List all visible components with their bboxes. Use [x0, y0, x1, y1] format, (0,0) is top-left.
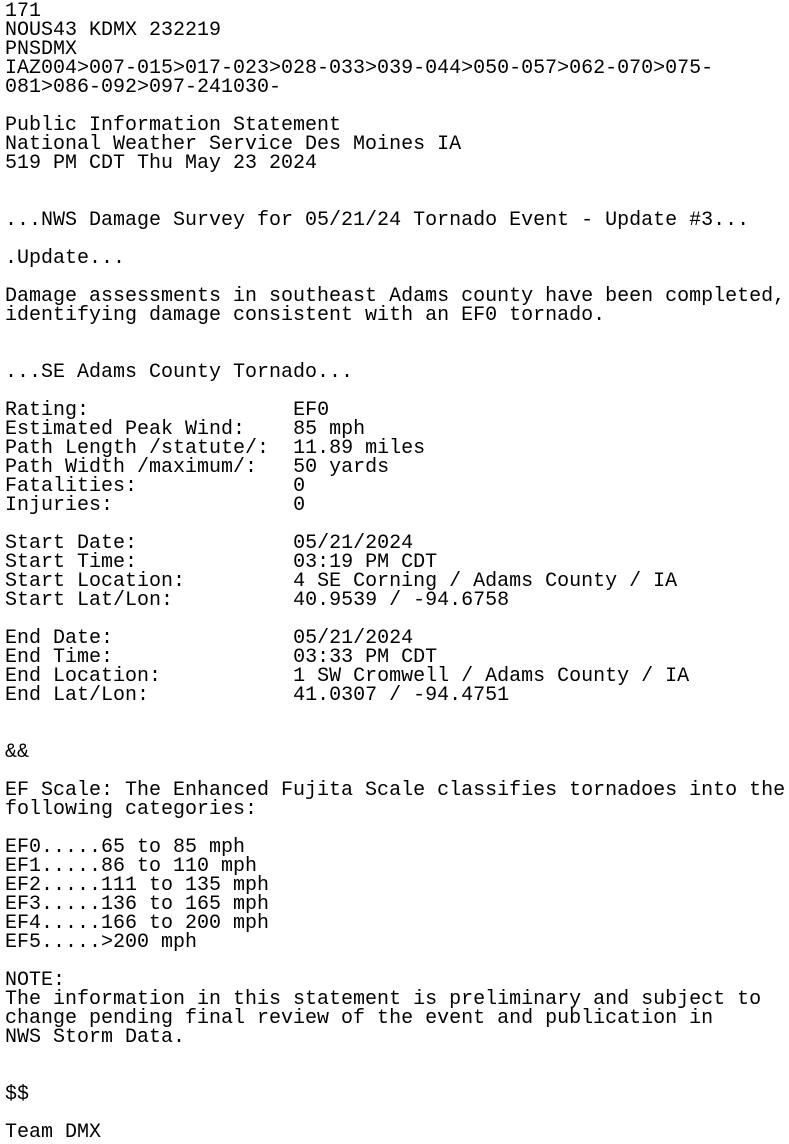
- awips-id: PNSDMX: [5, 38, 78, 61]
- survey-label: Injuries:: [5, 494, 114, 517]
- survey-group: [5, 399, 425, 517]
- signature: Team DMX: [5, 1121, 102, 1144]
- ef-scale-item: EF5.....>200 mph: [5, 931, 198, 954]
- sequence-number: 171: [5, 0, 42, 23]
- survey-label: End Lat/Lon:: [5, 684, 150, 707]
- survey-value: 50 yards: [293, 456, 390, 479]
- headline: ...NWS Damage Survey for 05/21/24 Tornado Event - Update #3...: [5, 209, 750, 232]
- ef-scale-list: [5, 836, 269, 954]
- ef-scale-item: EF2.....111 to 135 mph: [5, 874, 270, 897]
- survey-value: 03:19 PM CDT: [293, 551, 438, 574]
- survey-value: 11.89 miles: [293, 437, 426, 460]
- ef-scale-intro: following categories:: [5, 798, 258, 821]
- note-text: NWS Storm Data.: [5, 1026, 186, 1049]
- issuance-datetime: 519 PM CDT Thu May 23 2024: [5, 152, 318, 175]
- survey-value: 05/21/2024: [293, 532, 414, 555]
- survey-value: 0: [293, 475, 306, 498]
- ugc-line: 081>086-092>097-241030-: [5, 76, 282, 99]
- note-text: change pending final review of the event and publication in: [5, 1007, 714, 1030]
- update-text: Damage assessments in southeast Adams county have been completed,: [5, 285, 786, 308]
- update-heading: .Update...: [5, 247, 126, 270]
- update-text: identifying damage consistent with an EF0 tornado.: [5, 304, 606, 327]
- survey-label: Fatalities:: [5, 475, 138, 498]
- ef-scale-item: EF1.....86 to 110 mph: [5, 855, 258, 878]
- survey-label: Start Lat/Lon:: [5, 589, 174, 612]
- survey-group: [5, 627, 689, 707]
- survey-value: 85 mph: [293, 418, 366, 441]
- note-text: The information in this statement is preliminary and subject to: [5, 988, 762, 1011]
- survey-label: Estimated Peak Wind:: [5, 418, 246, 441]
- ef-scale-intro: EF Scale: The Enhanced Fujita Scale classifies tornadoes into the: [5, 779, 786, 802]
- issuing-office: National Weather Service Des Moines IA: [5, 133, 462, 156]
- ef-scale-item: EF4.....166 to 200 mph: [5, 912, 270, 935]
- product-name: Public Information Statement: [5, 114, 342, 137]
- survey-value: 1 SW Cromwell / Adams County / IA: [293, 665, 690, 688]
- survey-value: 4 SE Corning / Adams County / IA: [293, 570, 678, 593]
- survey-heading: ...SE Adams County Tornado...: [5, 361, 354, 384]
- survey-value: 40.9539 / -94.6758: [293, 589, 510, 612]
- survey-label: End Location:: [5, 665, 162, 688]
- survey-group: [5, 532, 677, 612]
- survey-label: Start Location:: [5, 570, 186, 593]
- survey-label: Path Length /statute/:: [5, 437, 270, 460]
- end-separator: $$: [5, 1083, 30, 1106]
- ef-scale-item: EF3.....136 to 165 mph: [5, 893, 270, 916]
- survey-label: Start Time:: [5, 551, 138, 574]
- survey-value: 03:33 PM CDT: [293, 646, 438, 669]
- survey-label: End Date:: [5, 627, 114, 650]
- survey-label: Rating:: [5, 399, 90, 422]
- survey-label: Start Date:: [5, 532, 138, 555]
- section-separator: &&: [5, 741, 30, 764]
- ugc-line: IAZ004>007-015>017-023>028-033>039-044>050-057>062-070>075-: [5, 57, 714, 80]
- wmo-header: NOUS43 KDMX 232219: [5, 19, 222, 42]
- survey-value: 05/21/2024: [293, 627, 414, 650]
- survey-value: 0: [293, 494, 306, 517]
- survey-label: End Time:: [5, 646, 114, 669]
- note-heading: NOTE:: [5, 969, 66, 992]
- survey-value: EF0: [293, 399, 330, 422]
- survey-label: Path Width /maximum/:: [5, 456, 258, 479]
- ef-scale-item: EF0.....65 to 85 mph: [5, 836, 246, 859]
- survey-value: 41.0307 / -94.4751: [293, 684, 510, 707]
